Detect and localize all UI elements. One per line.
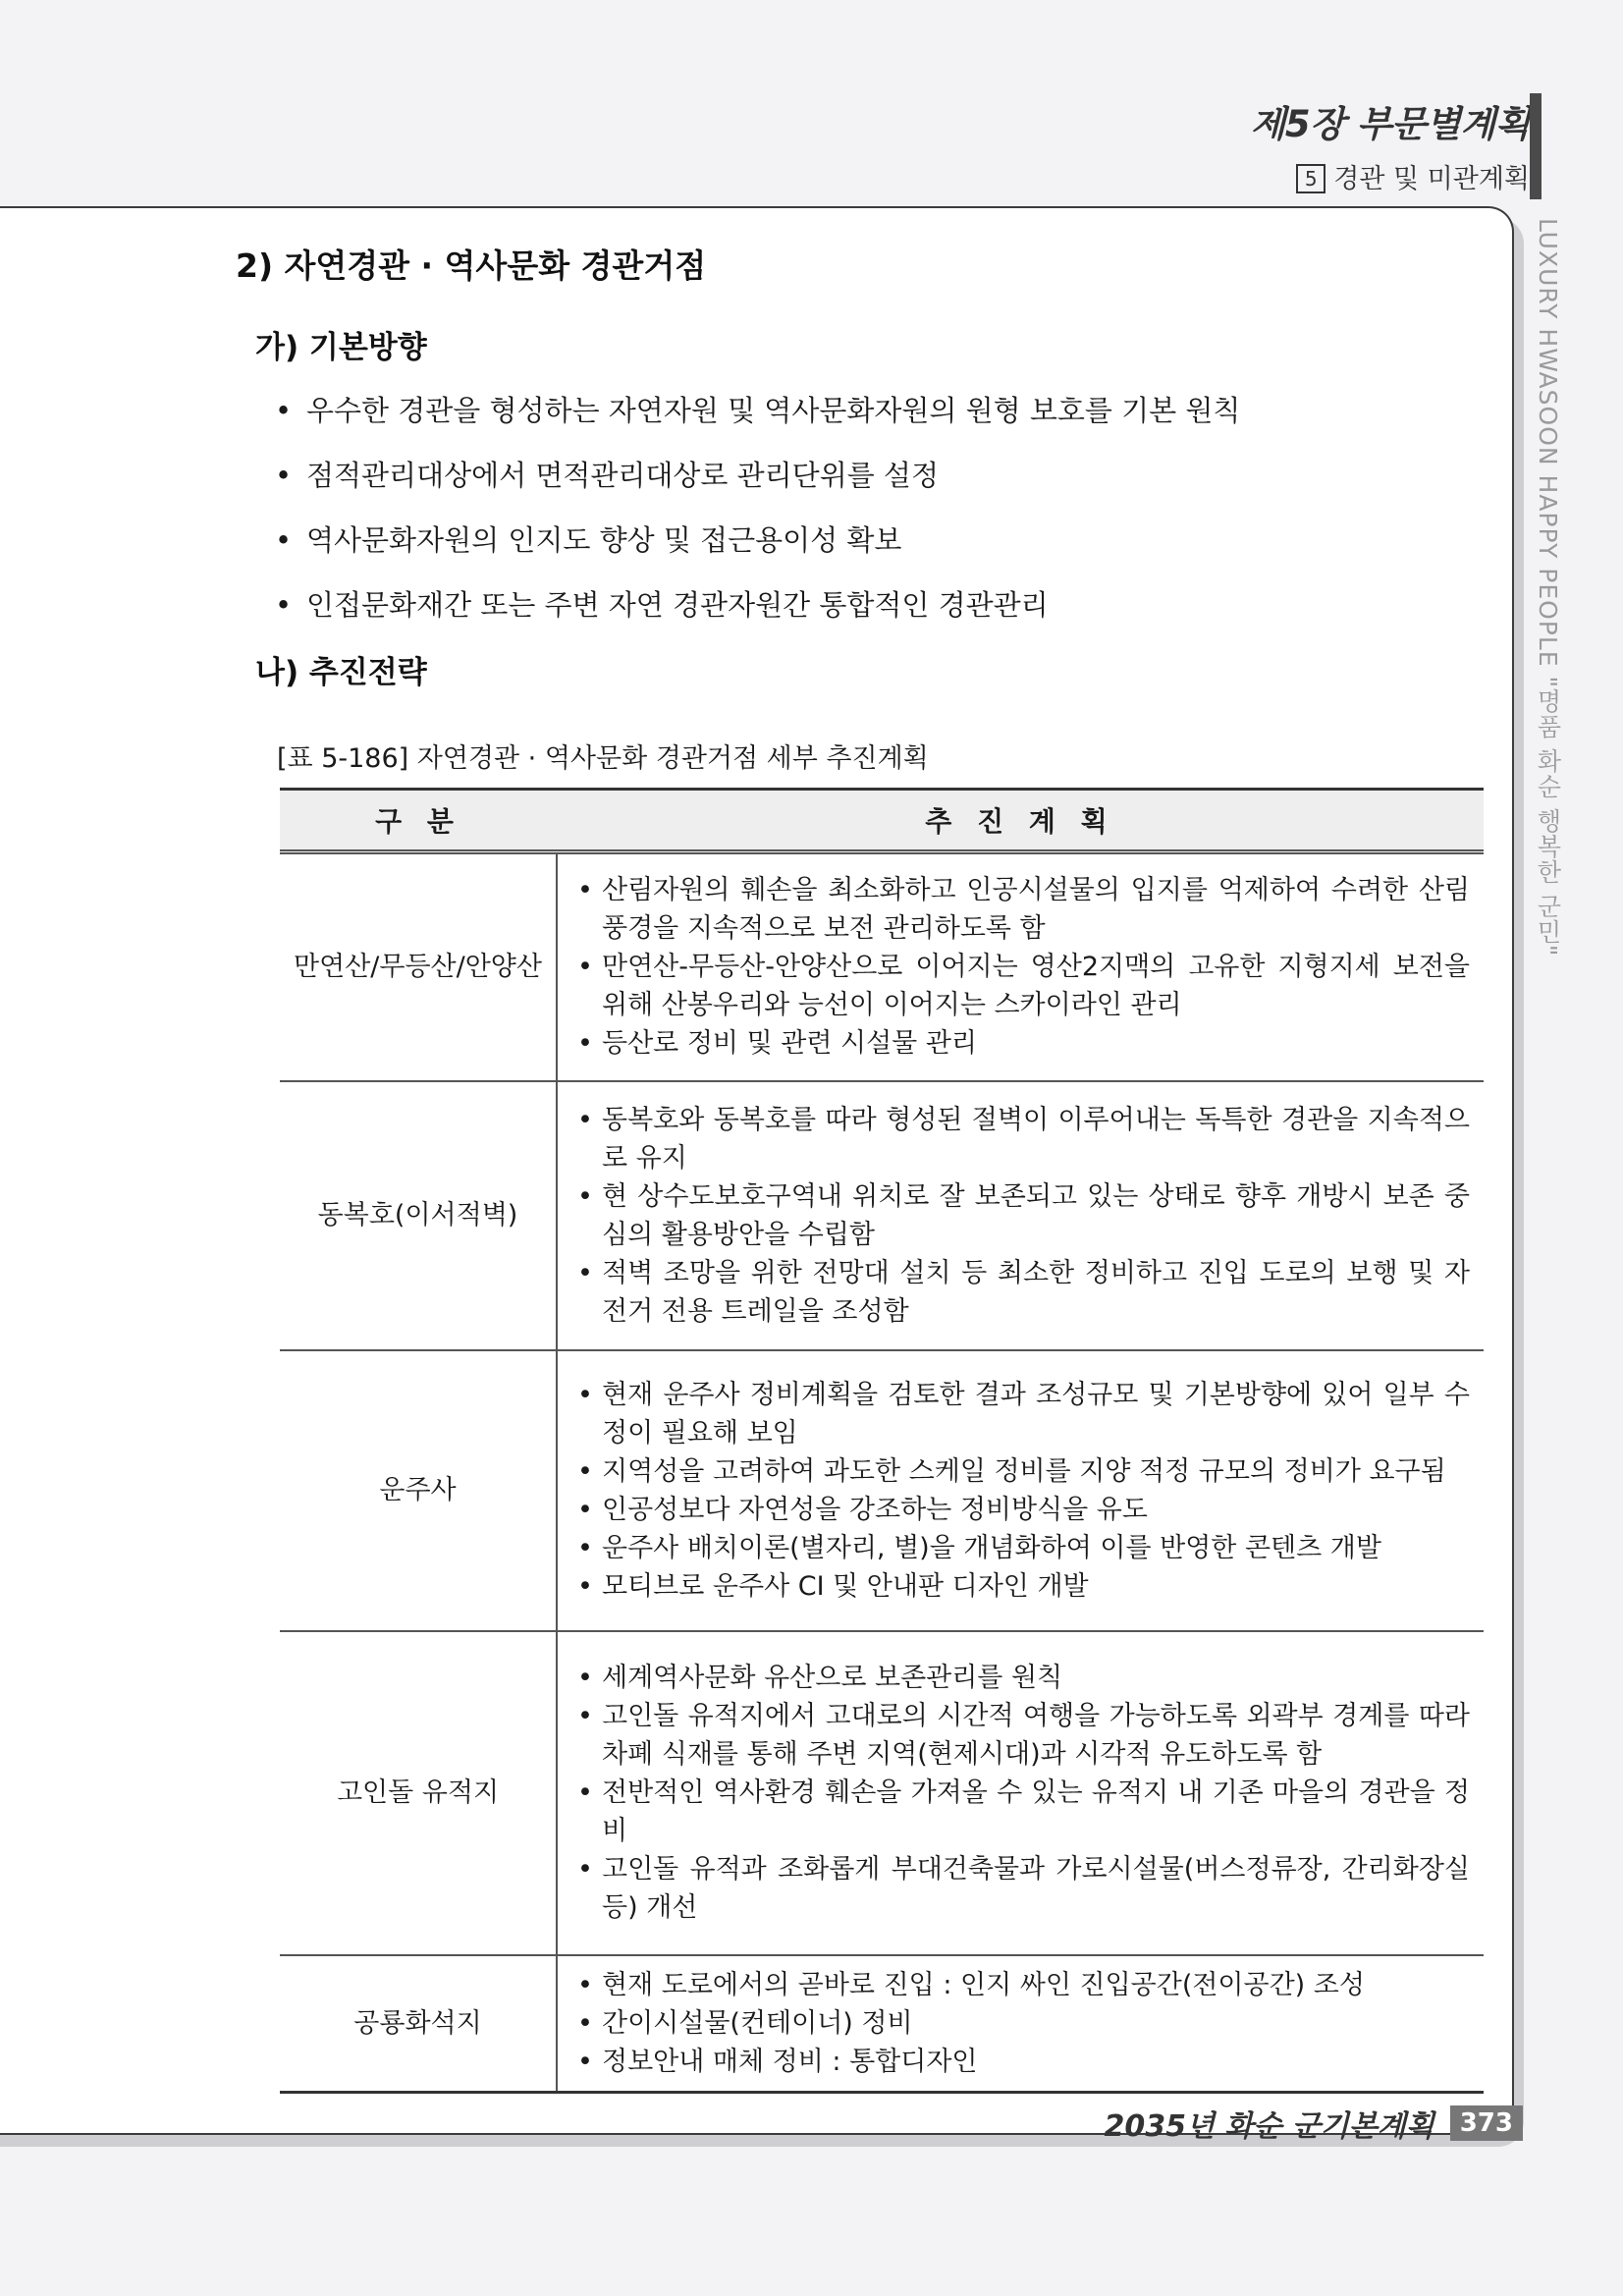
plan-item: • 현재 도로에서의 곧바로 진입 : 인지 싸인 진입공간(전이공간) 조성 <box>577 1966 1470 2004</box>
table-row <box>280 1081 1484 1350</box>
row-plan <box>557 1350 1484 1631</box>
row-category: 고인돌 유적지 <box>280 1631 557 1955</box>
table-row <box>280 1350 1484 1631</box>
list-item: • 인접문화재간 또는 주변 자연 경관자원간 통합적인 경관관리 <box>275 588 1488 622</box>
footer-title: 2035년 화순 군기본계획 <box>1104 2109 1434 2144</box>
section-number-box: 5 <box>1296 164 1325 193</box>
list-item: • 역사문화자원의 인지도 향상 및 접근용이성 확보 <box>275 523 1488 557</box>
strategy-heading: 나) 추진전략 <box>255 655 427 690</box>
plan-table <box>280 788 1484 2094</box>
plan-item: • 인공성보다 자연성을 강조하는 정비방식을 유도 <box>577 1491 1470 1529</box>
plan-item: • 산림자원의 훼손을 최소화하고 인공시설물의 입지를 억제하여 수려한 산림 풍경을 지속적으로 보전 관리하도록 함 <box>577 871 1470 948</box>
table-row <box>280 852 1484 1081</box>
plan-item: • 고인돌 유적과 조화롭게 부대건축물과 가로시설물(버스정류장, 간리화장실 등) 개선 <box>577 1850 1470 1927</box>
section-heading: 2) 자연경관 · 역사문화 경관거점 <box>236 246 707 285</box>
plan-item: • 정보안내 매체 정비 : 통합디자인 <box>577 2043 1470 2081</box>
plan-item: • 동복호와 동복호를 따라 형성된 절벽이 이루어내는 독특한 경관을 지속적으로 유지 <box>577 1101 1470 1177</box>
row-plan <box>557 1631 1484 1955</box>
plan-item: • 만연산-무등산-안양산으로 이어지는 영산2지맥의 고유한 지형지세 보전을 위해 산봉우리와 능선이 이어지는 스카이라인 관리 <box>577 948 1470 1024</box>
section-title-text: 경관 및 미관계획 <box>1333 164 1530 194</box>
plan-item: • 지역성을 고려하여 과도한 스케일 정비를 지양 적정 규모의 정비가 요구됨 <box>577 1452 1470 1491</box>
plan-item: • 모티브로 운주사 CI 및 안내판 디자인 개발 <box>577 1567 1470 1606</box>
column-header-plan: 추 진 계 획 <box>557 790 1484 852</box>
list-item: • 우수한 경관을 형성하는 자연자원 및 역사문화자원의 원형 보호를 기본 원칙 <box>275 394 1488 427</box>
row-category: 동복호(이서적벽) <box>280 1081 557 1350</box>
basic-direction-heading: 가) 기본방향 <box>255 330 427 365</box>
table-caption: [표 5-186] 자연경관 · 역사문화 경관거점 세부 추진계획 <box>277 743 929 774</box>
chapter-title: 제5장 부문별계획 <box>1250 103 1530 145</box>
list-item: • 점적관리대상에서 면적관리대상로 관리단위를 설정 <box>275 459 1488 492</box>
table-row <box>280 1631 1484 1955</box>
plan-item: • 고인돌 유적지에서 고대로의 시간적 여행을 가능하도록 외곽부 경계를 따라 차폐 식재를 통해 주변 지역(현제시대)과 시각적 유도하도록 함 <box>577 1697 1470 1774</box>
plan-item: • 운주사 배치이론(별자리, 별)을 개념화하여 이를 반영한 콘텐츠 개발 <box>577 1529 1470 1567</box>
plan-item: • 적벽 조망을 위한 전망대 설치 등 최소한 정비하고 진입 도로의 보행 및 자전거 전용 트레일을 조성함 <box>577 1254 1470 1331</box>
page-header <box>1251 94 1530 195</box>
plan-item: • 세계역사문화 유산으로 보존관리를 원칙 <box>577 1659 1470 1697</box>
basic-direction-list <box>275 394 1488 622</box>
main-content <box>236 241 1488 775</box>
page-number: 373 <box>1450 2105 1523 2141</box>
header-accent-bar <box>1530 93 1542 199</box>
table-row <box>280 1955 1484 2093</box>
row-plan <box>557 1955 1484 2093</box>
table-header-row <box>280 790 1484 852</box>
plan-item: • 등산로 정비 및 관련 시설물 관리 <box>577 1024 1470 1063</box>
plan-item: • 현 상수도보호구역내 위치로 잘 보존되고 있는 상태로 향후 개방시 보존 중심의 활용방안을 수립함 <box>577 1177 1470 1254</box>
row-category: 공룡화석지 <box>280 1955 557 2093</box>
section-title <box>1251 157 1530 195</box>
row-plan <box>557 852 1484 1081</box>
row-category: 만연산/무등산/안양산 <box>280 852 557 1081</box>
row-category: 운주사 <box>280 1350 557 1631</box>
plan-item: • 전반적인 역사환경 훼손을 가져올 수 있는 유적지 내 기존 마을의 경관을 정비 <box>577 1774 1470 1850</box>
page-footer <box>1104 2102 1523 2145</box>
plan-item: • 간이시설물(컨테이너) 정비 <box>577 2004 1470 2043</box>
side-slogan: LUXURY HWASOON HAPPY PEOPLE "명품 화순 행복한 군민" <box>1534 218 1562 957</box>
column-header-category: 구 분 <box>280 790 557 852</box>
plan-item: • 현재 운주사 정비계획을 검토한 결과 조성규모 및 기본방향에 있어 일부 수정이 필요해 보임 <box>577 1376 1470 1452</box>
row-plan <box>557 1081 1484 1350</box>
